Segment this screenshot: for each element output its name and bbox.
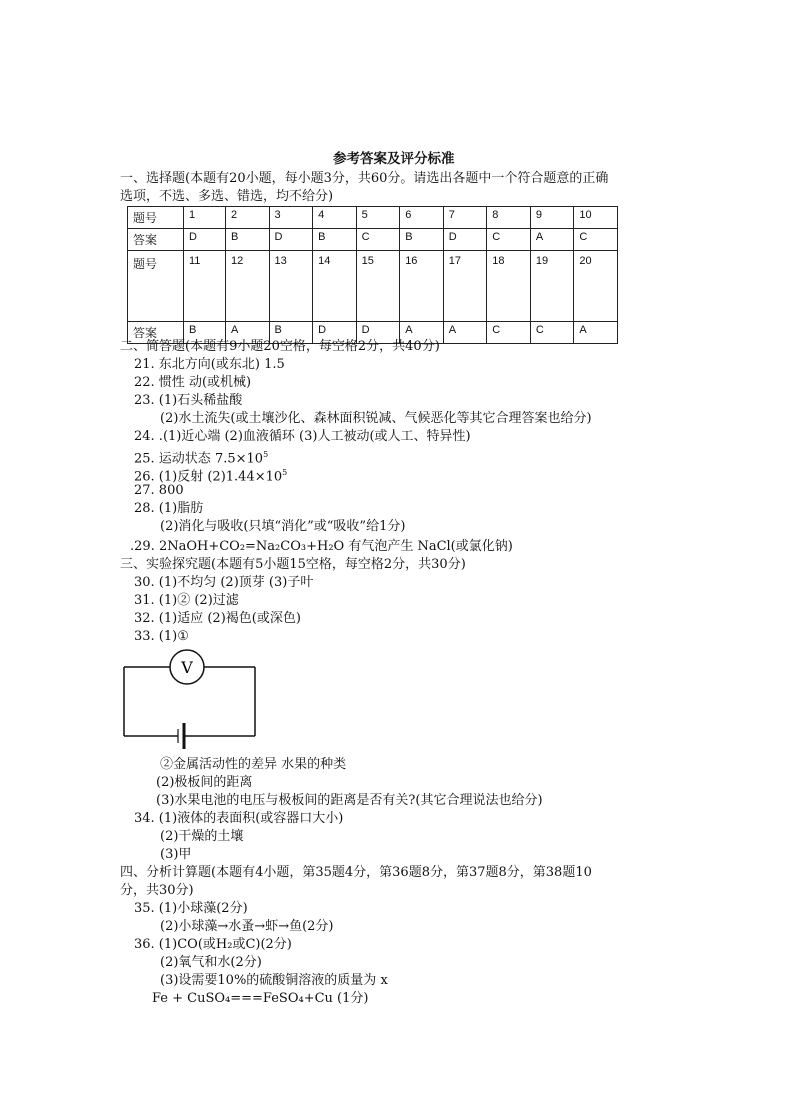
answer-35b: (2)小球藻→水蚤→虾→鱼(2分) (160, 919, 334, 934)
table-cell: D (184, 229, 226, 251)
table-cell: 3 (269, 207, 313, 229)
row-label: 答案 (128, 322, 184, 344)
exponent: 5 (282, 468, 288, 477)
answer-36a: 36. (1)CO(或H₂或C)(2分) (134, 937, 292, 952)
answer-28a: 28. (1)脂肪 (134, 501, 204, 516)
answer-33: 33. (1)① (134, 629, 189, 644)
table-cell: C (530, 322, 574, 344)
table-cell: A (400, 322, 444, 344)
answer-30: 30. (1)不均匀 (2)顶芽 (3)子叶 (134, 575, 314, 590)
table-cell: 9 (530, 207, 574, 229)
section1-heading-2: 选项，不选、多选、错选，均不给分) (120, 189, 334, 204)
table-row (128, 229, 618, 251)
table-cell: 12 (226, 251, 270, 322)
table-cell: 10 (574, 207, 618, 229)
row-label: 题号 (128, 207, 184, 229)
answer-34a: 34. (1)液体的表面积(或容器口大小) (134, 811, 344, 826)
table-cell: 20 (574, 251, 618, 322)
table-cell: D (269, 229, 313, 251)
table-row (128, 207, 618, 229)
answer-31: 31. (1)② (2)过滤 (134, 593, 239, 608)
table-cell: 4 (313, 207, 357, 229)
row-label: 题号 (128, 251, 184, 322)
table-cell: C (487, 322, 531, 344)
table-cell: A (226, 322, 270, 344)
table-cell: 5 (356, 207, 400, 229)
table-cell: 11 (184, 251, 226, 322)
answer-26-text: 26. (1)反射 (2)1.44×10 (134, 469, 283, 485)
circuit-diagram (120, 645, 270, 757)
table-cell: 7 (443, 207, 487, 229)
table-row (128, 251, 618, 322)
table-cell: B (184, 322, 226, 344)
table-cell: 13 (269, 251, 313, 322)
section3-heading: 三、实验探究题(本题有5小题15空格，每空格2分，共30分) (120, 557, 466, 572)
table-cell: 19 (530, 251, 574, 322)
answer-34c: (3)甲 (160, 847, 192, 862)
answer-33d: (3)水果电池的电压与极板间的距离是否有关?(其它合理说法也给分) (156, 793, 543, 808)
table-cell: 6 (400, 207, 444, 229)
table-cell: 16 (400, 251, 444, 322)
answer-21: 21. 东北方向(或东北) 1.5 (134, 357, 285, 372)
answer-27: 27. 800 (134, 483, 184, 498)
section2-heading: 二、简答题(本题有9小题20空格，每空格2分，共40分) (120, 339, 440, 354)
answer-34b: (2)干燥的土壤 (160, 829, 244, 844)
answer-35a: 35. (1)小球藻(2分) (134, 901, 248, 916)
row-label: 答案 (128, 229, 184, 251)
table-cell: A (443, 322, 487, 344)
answer-36c: (3)设需要10%的硫酸铜溶液的质量为 x (160, 973, 388, 988)
answer-table (127, 206, 618, 344)
answer-32: 32. (1)适应 (2)褐色(或深色) (134, 611, 301, 626)
table-cell: A (530, 229, 574, 251)
voltmeter-label: V (181, 658, 193, 677)
table-cell: D (356, 322, 400, 344)
answer-23a: 23. (1)石头稀盐酸 (134, 393, 243, 408)
table-cell: A (574, 322, 618, 344)
answer-24: 24. .(1)近心端 (2)血液循环 (3)人工被动(或人工、特异性) (134, 429, 471, 444)
table-cell: D (443, 229, 487, 251)
table-cell: C (487, 229, 531, 251)
answer-22: 22. 惯性 动(或机械) (134, 375, 252, 390)
answer-25-text: 25. 运动状态 7.5×10 (134, 451, 264, 467)
answer-29: .29. 2NaOH+CO₂=Na₂CO₃+H₂O 有气泡产生 NaCl(或氯化钠) (130, 539, 513, 554)
table-cell: D (313, 322, 357, 344)
table-cell: C (356, 229, 400, 251)
table-cell: 2 (226, 207, 270, 229)
table-cell: 1 (184, 207, 226, 229)
table-cell: 14 (313, 251, 357, 322)
table-cell: B (313, 229, 357, 251)
answer-33b: ②金属活动性的差异 水果的种类 (160, 757, 347, 772)
table-cell: B (269, 322, 313, 344)
answer-36d: Fe + CuSO₄===FeSO₄+Cu (1分) (152, 991, 369, 1006)
exponent: 5 (263, 450, 269, 459)
table-cell: 15 (356, 251, 400, 322)
section1-heading-1: 一、选择题(本题有20小题，每小题3分，共60分。请选出各题中一个符合题意的正确 (120, 171, 609, 186)
page-title: 参考答案及评分标准 (333, 151, 455, 167)
section4-heading-1: 四、分析计算题(本题有4小题，第35题4分，第36题8分，第37题8分，第38题10 (120, 865, 592, 880)
table-cell: 8 (487, 207, 531, 229)
answer-23b: (2)水土流失(或土壤沙化、森林面积锐减、气候恶化等其它合理答案也给分) (160, 411, 592, 426)
table-cell: B (226, 229, 270, 251)
table-cell: 17 (443, 251, 487, 322)
answer-36b: (2)氧气和水(2分) (160, 955, 262, 970)
table-cell: B (400, 229, 444, 251)
answer-33c: (2)极板间的距离 (156, 775, 253, 790)
section4-heading-2: 分，共30分) (120, 883, 194, 898)
table-cell: C (574, 229, 618, 251)
answer-28b: (2)消化与吸收(只填“消化”或“吸收”给1分) (160, 519, 406, 534)
table-cell: 18 (487, 251, 531, 322)
